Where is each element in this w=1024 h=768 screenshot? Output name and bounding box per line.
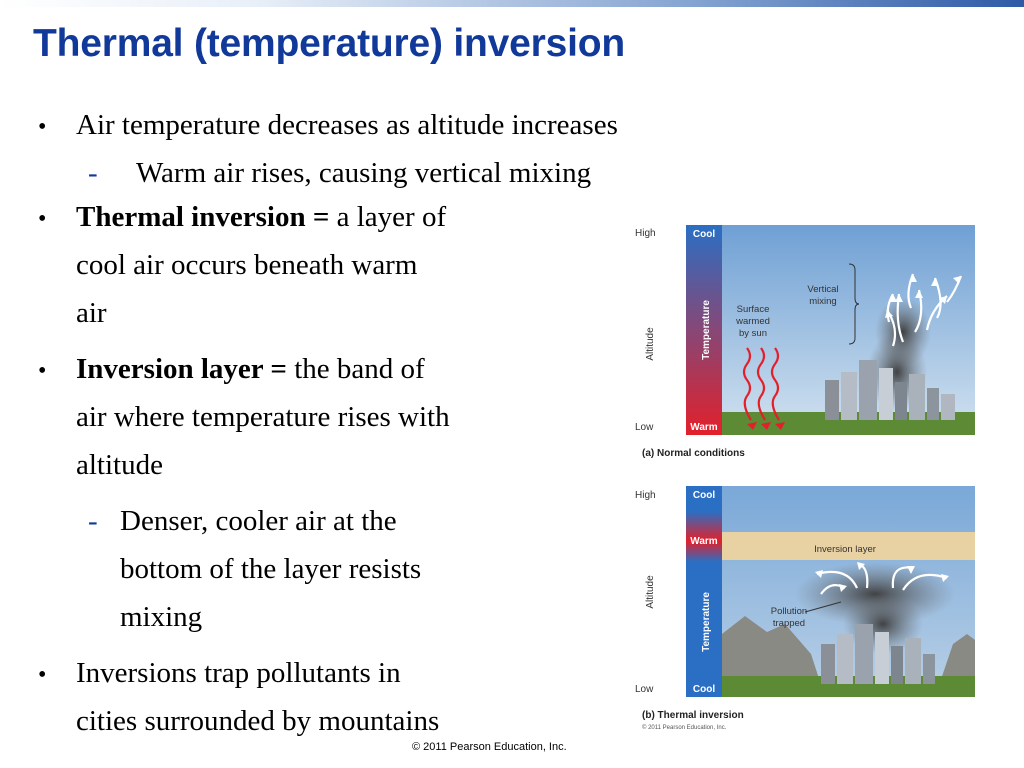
cool-top-label: Cool — [692, 490, 716, 501]
temperature-label: Temperature — [701, 592, 712, 652]
bullet-3-sub-line-3: mixing — [120, 601, 203, 633]
dash-marker: - — [88, 157, 98, 189]
smoke-plume — [875, 297, 931, 367]
slide-title: Thermal (temperature) inversion — [33, 22, 625, 65]
figure-normal-conditions — [635, 222, 980, 462]
bullet-3-line-3: altitude — [76, 449, 163, 481]
bullet-marker: • — [38, 662, 47, 688]
bullet-2-line-1 — [76, 200, 446, 234]
low-label: Low — [635, 684, 654, 695]
high-label: High — [635, 228, 656, 239]
vertical-mixing-label-1: Vertical — [807, 284, 839, 295]
bullet-marker: • — [38, 114, 47, 140]
surface-warmed-label-1: Surface — [736, 304, 770, 315]
high-label: High — [635, 490, 656, 501]
bullet-3-line-2: air where temperature rises with — [76, 401, 450, 433]
bullet-marker: • — [38, 358, 47, 384]
bullet-4-line-2: cities surrounded by mountains — [76, 705, 440, 737]
bullet-marker: • — [38, 206, 47, 232]
pollution-trapped-label-2: trapped — [772, 618, 806, 629]
temperature-bar — [686, 486, 722, 697]
altitude-label: Altitude — [645, 327, 656, 361]
copyright-notice: © 2011 Pearson Education, Inc. — [412, 741, 567, 753]
caption-normal-conditions: (a) Normal conditions — [642, 448, 745, 459]
surface-warmed-label-2: warmed — [736, 316, 770, 327]
inversion-layer-label: Inversion layer — [814, 544, 876, 555]
surface-warmed-label-3: by sun — [739, 328, 767, 339]
top-accent-bar — [0, 0, 1024, 7]
warm-label: Warm — [690, 536, 718, 547]
bullet-3-def: the band of — [286, 353, 425, 385]
term-inversion-layer: Inversion layer = — [76, 353, 287, 385]
bullet-1-sub-text: Warm air rises, causing vertical mixing — [136, 157, 592, 189]
temperature-label: Temperature — [701, 300, 712, 360]
bullet-3-sub-line-2: bottom of the layer resists — [120, 553, 422, 585]
warm-label: Warm — [690, 422, 718, 433]
caption-thermal-inversion: (b) Thermal inversion — [642, 710, 744, 721]
bullet-3-line-1 — [76, 352, 425, 386]
bullet-4-line-1: Inversions trap pollutants in — [76, 657, 401, 689]
altitude-label: Altitude — [645, 575, 656, 609]
vertical-mixing-label-2: mixing — [809, 296, 837, 307]
figure-credit: © 2011 Pearson Education, Inc. — [642, 725, 727, 731]
cool-label: Cool — [692, 229, 716, 240]
term-thermal-inversion: Thermal inversion = — [76, 201, 330, 233]
low-label: Low — [635, 422, 654, 433]
bullet-3-sub-line-1: Denser, cooler air at the — [120, 505, 397, 537]
cool-bottom-label: Cool — [692, 684, 716, 695]
pollution-trapped-label-1: Pollution — [770, 606, 808, 617]
bullet-2-line-2: cool air occurs beneath warm — [76, 249, 418, 281]
dash-marker: - — [88, 505, 98, 537]
bullet-2-def: a layer of — [329, 201, 447, 233]
figure-thermal-inversion — [635, 484, 980, 736]
bullet-2-line-3: air — [76, 297, 107, 329]
bullet-1-text: Air temperature decreases as altitude increases — [76, 109, 618, 141]
